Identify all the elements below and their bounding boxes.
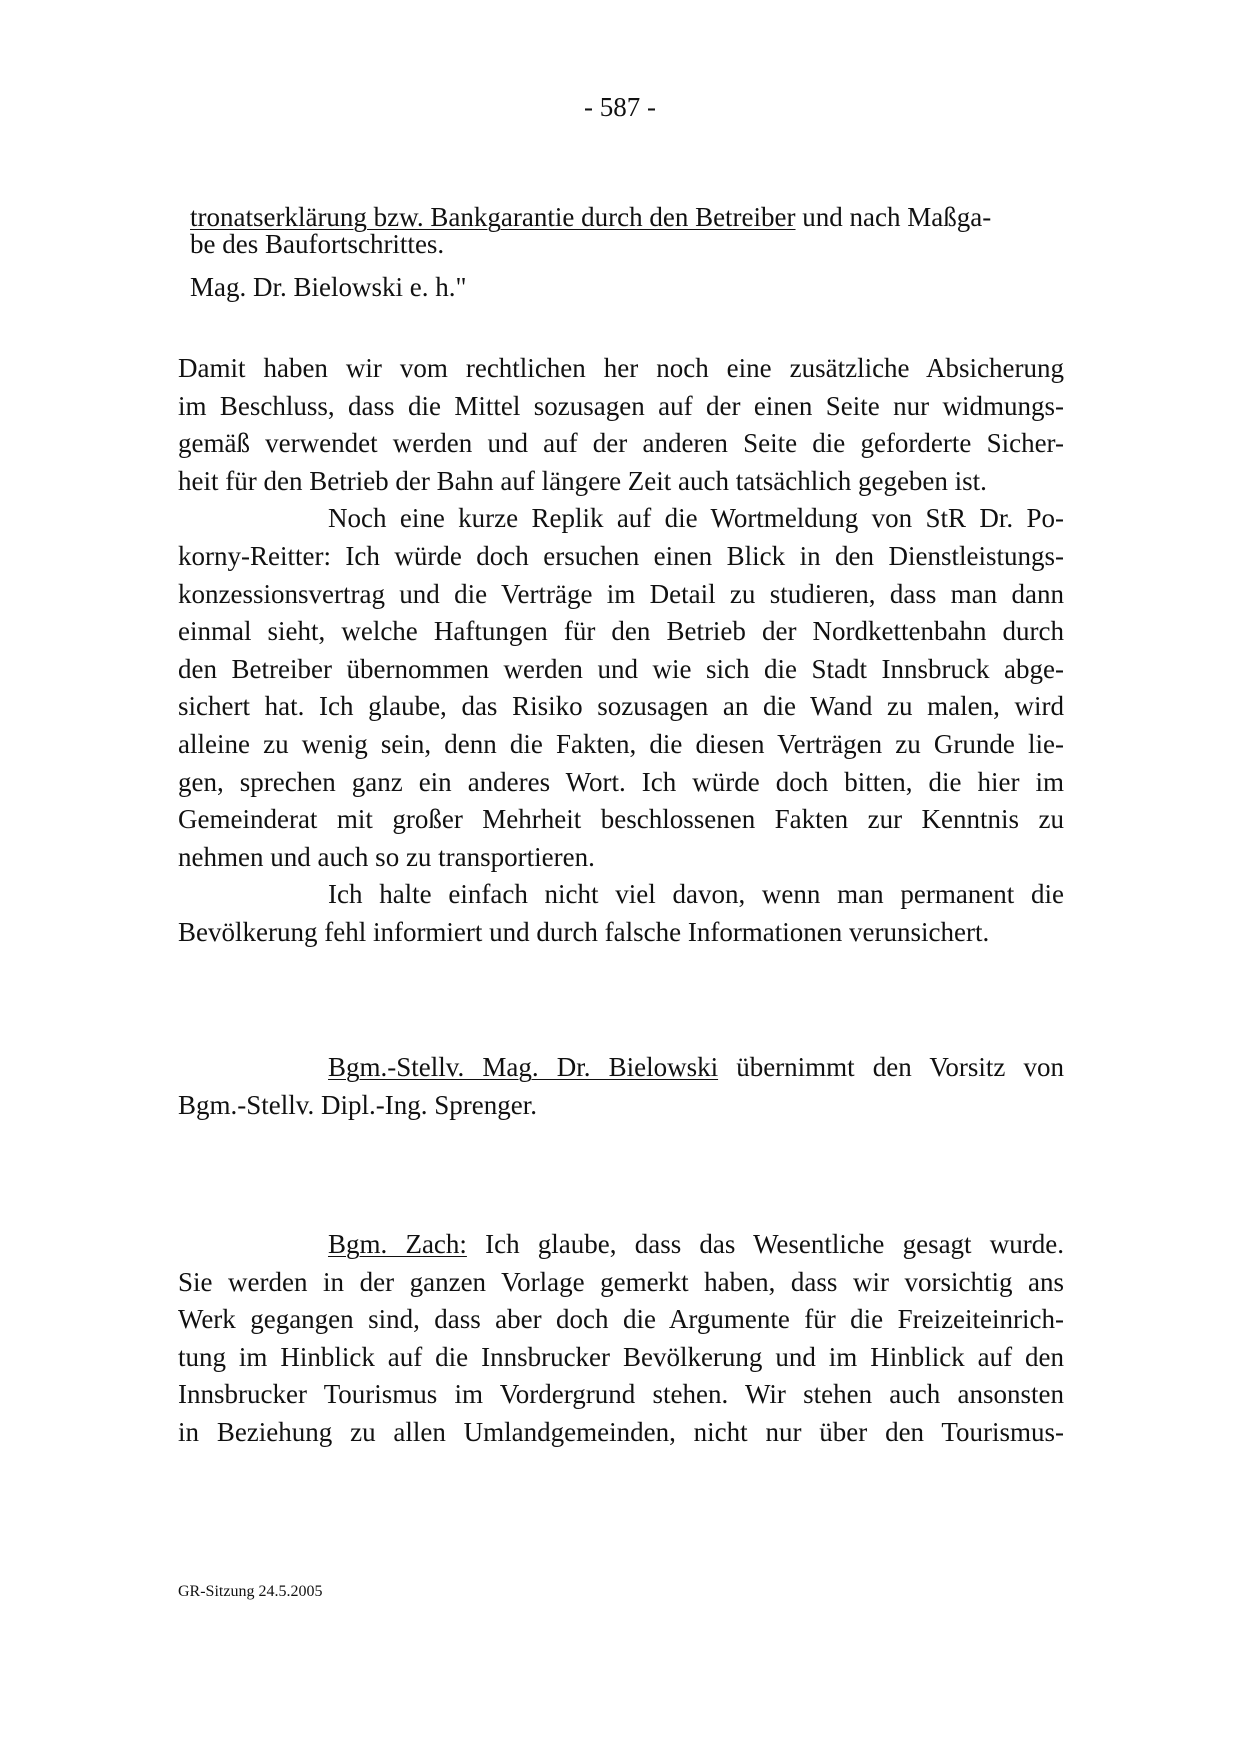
paragraph-1-line: heit für den Betrieb der Bahn auf längere Zeit auch tatsächlich gegeben ist. [178,465,987,496]
quote-underlined-text: tronatserklärung bzw. Bankgarantie durch den Betreiber [190,202,796,232]
page-number: - 587 - [584,92,656,122]
paragraph-2-line: Gemeinderat mit großer Mehrheit beschlossenen Fakten zur Kenntnis zu [178,804,1064,835]
chair-change-paragraph [178,1049,1064,1124]
paragraph-2-line: sichert hat. Ich glaube, das Risiko sozusagen an die Wand zu malen, wird [178,691,1064,722]
paragraph-2-line: gen, sprechen ganz ein anderes Wort. Ich würde doch bitten, die hier im [178,766,1064,797]
quote-signature: Mag. Dr. Bielowski e. h." [190,272,467,302]
mayor-paragraph [178,1226,1064,1452]
chair-change-line-1 [178,1049,1064,1087]
paragraph-2-line: einmal sieht, welche Haftungen für den Betrieb der Nordkettenbahn durch [178,616,1064,647]
paragraph-1-line: Damit haben wir vom rechtlichen her noch eine zusätzliche Absicherung [178,353,1064,383]
paragraph-2-line: konzessionsvertrag und die Verträge im Detail zu studieren, dass man dann [178,578,1064,609]
mayor-line-1 [178,1226,1064,1264]
quote-line-1 [190,204,1070,231]
paragraph-2-line: korny-Reitter: Ich würde doch ersuchen einen Blick in den Dienstleistungs- [178,540,1064,571]
quote-line-2: be des Baufortschrittes. [190,229,445,259]
paragraph-1 [178,350,1064,952]
quoted-motion [190,204,1070,302]
footer: GR-Sitzung 24.5.2005 [178,1583,323,1600]
mayor-line: in Beziehung zu allen Umlandgemeinden, nicht nur über den Tourismus- [178,1416,1064,1447]
quote-line-1-rest: und nach Maßga- [795,202,992,232]
paragraph-3-line: Ich halte einfach nicht viel davon, wenn man permanent die [328,879,1064,910]
paragraph-2-line: nehmen und auch so zu transportieren. [178,841,595,872]
paragraph-1-line: im Beschluss, dass die Mittel sozusagen auf der einen Seite nur widmungs- [178,390,1064,421]
chair-change-line-1-rest: übernimmt den Vorsitz von [718,1052,1064,1082]
paragraph-2-line: den Betreiber übernommen werden und wie sich die Stadt Innsbruck abge- [178,653,1064,684]
mayor-line: tung im Hinblick auf die Innsbrucker Bevölkerung und im Hinblick auf den [178,1341,1064,1372]
paragraph-1-line: gemäß verwendet werden und auf der anderen Seite die geforderte Sicher- [178,428,1064,459]
mayor-line: Sie werden in der ganzen Vorlage gemerkt haben, dass wir vorsichtig ans [178,1266,1064,1297]
paragraph-2-line: Noch eine kurze Replik auf die Wortmeldung von StR Dr. Po- [328,503,1064,534]
paragraph-3-line: Bevölkerung fehl informiert und durch falsche Informationen verunsichert. [178,916,990,947]
paragraph-2-line: alleine zu wenig sein, denn die Fakten, die diesen Verträgen zu Grunde lie- [178,728,1064,759]
chair-change-speaker: Bgm.-Stellv. Mag. Dr. Bielowski [328,1052,719,1082]
chair-change-line-2: Bgm.-Stellv. Dipl.-Ing. Sprenger. [178,1089,537,1120]
mayor-speaker: Bgm. Zach: [328,1229,467,1259]
mayor-line: Innsbrucker Tourismus im Vordergrund stehen. Wir stehen auch ansonsten [178,1379,1064,1410]
mayor-line: Werk gegangen sind, dass aber doch die Argumente für die Freizeiteinrich- [178,1304,1064,1335]
mayor-line-1-rest: Ich glaube, dass das Wesentliche gesagt wurde. [466,1229,1064,1259]
